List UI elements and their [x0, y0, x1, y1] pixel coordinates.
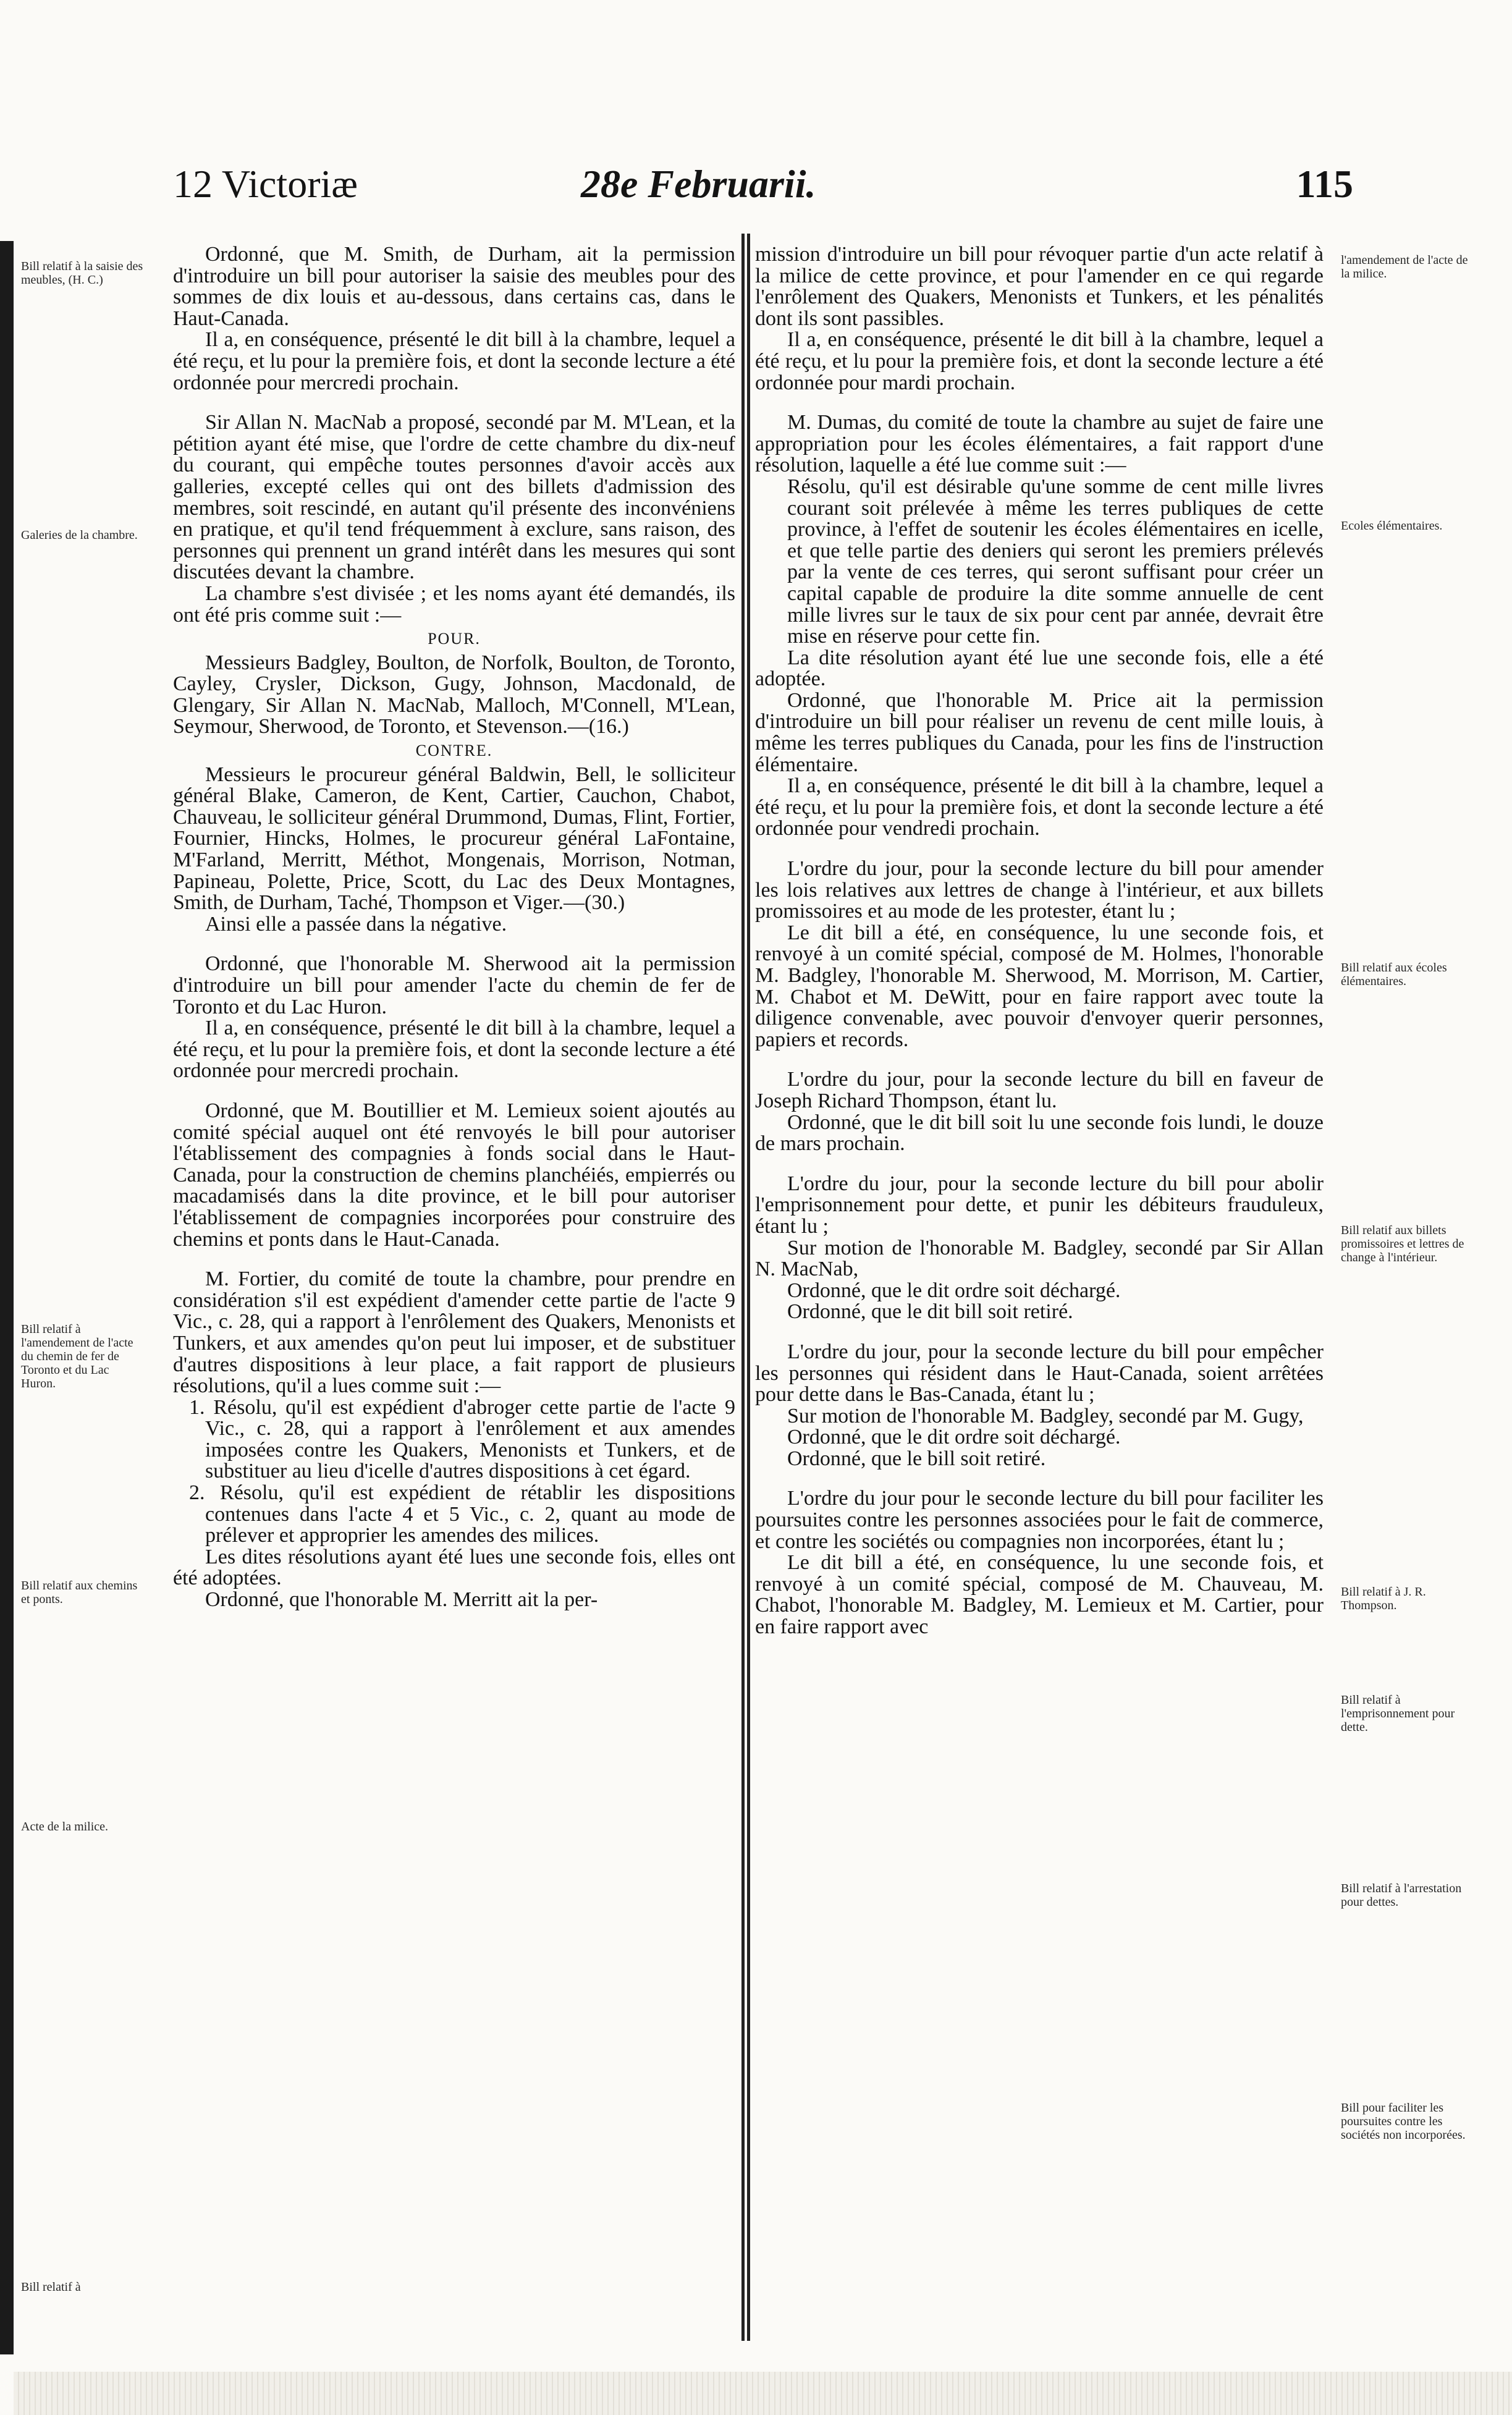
header-left: 12 Victoriæ: [173, 162, 358, 206]
resolution: 1. Résolu, qu'il est expédient d'abroger cette partie de l'acte 9 Vic., c. 28, qui a rapport à l'enrôlement et aux amendes imposées contre les Quakers, Menonists et Tunkers, et de substituer au lieu d'icelle d'autres dispositions à cet égard.: [189, 1395, 735, 1483]
paragraph: mission d'introduire un bill pour révoquer partie d'un acte relatif à la milice de cette province, et pour l'amender en ce qui regarde l'enrôlement des Quakers, Menonists et Tunkers, et les pénalités dont ils sont passibles.: [755, 243, 1324, 330]
paragraph: Ordonné, que M. Smith, de Durham, ait la permission d'introduire un bill pour autoriser la saisie des meubles pour des sommes de dix louis et au-dessous, dans certains cas, dans le Haut-Canada.: [173, 243, 735, 330]
vote-heading-contre: CONTRE.: [415, 742, 493, 760]
column-rule-2: [747, 234, 750, 2341]
paragraph: Ordonné, que le dit ordre soit déchargé.: [787, 1279, 1121, 1302]
margin-note: Bill relatif à la saisie des meubles, (H. C.): [21, 260, 143, 287]
resolution: 2. Résolu, qu'il est expédient de rétablir les dispositions contenues dans l'acte 4 et 5 Vic., c. 2, quant au mode de prélever et approprier les amendes des milices.: [189, 1481, 735, 1547]
paragraph: L'ordre du jour, pour la seconde lecture du bill pour abolir l'emprisonnement pour dette, et punir les débiteurs frauduleux, étant lu ;: [755, 1172, 1324, 1238]
paragraph: Ordonné, que le dit bill soit retiré.: [787, 1300, 1073, 1324]
paragraph: L'ordre du jour, pour la seconde lecture du bill pour empêcher les personnes qui résident dans le Haut-Canada, soient arrêtées pour dette dans le Bas-Canada, étant lu ;: [755, 1340, 1324, 1406]
paragraph: Il a, en conséquence, présenté le dit bill à la chambre, lequel a été reçu, et lu pour la première fois, et dont la seconde lecture a été ordonnée pour mercredi prochain.: [173, 1017, 736, 1083]
margin-note: Bill relatif à J. R. Thompson.: [1341, 1585, 1426, 1612]
paragraph: La chambre s'est divisée ; et les noms ayant été demandés, ils ont été pris comme suit :—: [173, 582, 735, 627]
margin-note: Galeries de la chambre.: [21, 528, 138, 542]
binding-edge: [0, 241, 14, 2354]
header-date: 28e Februarii.: [581, 162, 816, 206]
paragraph: Le dit bill a été, en conséquence, lu une seconde fois, et renvoyé à un comité spécial, composé de M. Holmes, l'honorable M. Badgley, l'honorable M. Sherwood, M. Morrison, M. Cartier, M. Chabot et M. DeWitt, pour en faire rapport avec toute la diligence convenable, avec pouvoir d'envoyer querir personnes, papiers et records.: [755, 921, 1324, 1051]
paragraph: L'ordre du jour pour le seconde lecture du bill pour faciliter les poursuites contre les personnes associées pour le fait de commerce, et contre les sociétés ou compagnies non incorporées, étant lu ;: [755, 1487, 1324, 1553]
paragraph: Ordonné, que M. Boutillier et M. Lemieux soient ajoutés au comité spécial auquel ont été renvoyés le bill pour autoriser l'établissement des compagnies à fonds social dans le Haut-Canada, pour la construction de chemins planchéiés, empierrés ou macadamisés dans la dite province, et le bill pour autoriser l'établissement de compagnies incorporées pour construire des chemins et ponts dans le Haut-Canada.: [173, 1099, 735, 1251]
margin-note: Bill pour faciliter les poursuites contre les sociétés non incorporées.: [1341, 2101, 1466, 2142]
margin-note: Bill relatif à l'amendement de l'acte du chemin de fer de Toronto et du Lac Huron.: [21, 1322, 133, 1390]
margin-note: Ecoles élémentaires.: [1341, 519, 1443, 533]
scan-noise-footer: [14, 2372, 1512, 2415]
paragraph: Sir Allan N. MacNab a proposé, secondé par M. M'Lean, et la pétition ayant été mise, que l'ordre de cette chambre du dix-neuf du courant, qui empêche toutes personnes d'avoir accès aux galleries, excepté celles qui ont des billets d'admission des membres, soit rescindé, en autant qu'il présente des inconvéniens en pratique, et qu'il tend fréquemment à exclure, sans raison, des personnes qui prennent un grand intérêt dans les mesures qui sont discutées devant la chambre.: [173, 411, 735, 584]
column-rule-1: [741, 234, 745, 2341]
margin-note: Bill relatif aux écoles élémentaires.: [1341, 961, 1447, 988]
page-header: [173, 159, 1353, 215]
paragraph: Ordonné, que le dit bill soit lu une seconde fois lundi, le douze de mars prochain.: [755, 1110, 1324, 1156]
margin-note: Bill relatif aux billets promissoires et lettres de change à l'intérieur.: [1341, 1224, 1464, 1264]
paragraph: M. Dumas, du comité de toute la chambre au sujet de faire une appropriation pour les écoles élémentaires, a fait rapport d'une résolution, laquelle a été lue comme suit :—: [755, 411, 1324, 477]
paragraph: Ordonné, que l'honorable M. Merritt ait la per-: [205, 1588, 598, 1612]
paragraph: Messieurs Badgley, Boulton, de Norfolk, Boulton, de Toronto, Cayley, Crysler, Dickson, Gugy, Johnson, Macdonald, de Glengary, Sir Allan N. MacNab, Malloch, M'Connell, M'Lean, Seymour, Sherwood, de Toronto, et Stevenson.—(16.): [173, 651, 735, 738]
left-column: [173, 244, 735, 1611]
paragraph: L'ordre du jour, pour la seconde lecture du bill en faveur de Joseph Richard Thompson, étant lu.: [755, 1068, 1324, 1112]
paragraph: Ordonné, que l'honorable M. Price ait la permission d'introduire un bill pour réaliser un revenu de cent mille louis, à même les terres publiques du Canada, pour les fins de l'instruction élémentaire.: [755, 688, 1324, 776]
paragraph: La dite résolution ayant été lue une seconde fois, elle a été adoptée.: [755, 646, 1324, 691]
paragraph: Ordonné, que l'honorable M. Sherwood ait la permission d'introduire un bill pour amender l'acte du chemin de fer de Toronto et du Lac Huron.: [173, 952, 735, 1018]
margin-note: Bill relatif aux chemins et ponts.: [21, 1579, 138, 1606]
paragraph: L'ordre du jour, pour la seconde lecture du bill pour amender les lois relatives aux lettres de change à l'intérieur, et aux billets promissoires et au mode de les protester, étant lu ;: [755, 857, 1324, 923]
vote-heading-pour: POUR.: [428, 630, 481, 648]
paragraph: Sur motion de l'honorable M. Badgley, secondé par Sir Allan N. MacNab,: [755, 1236, 1324, 1281]
resolution: Résolu, qu'il est désirable qu'une somme de cent mille livres courant soit prélevée à même les terres publiques de cette province, à l'effet de soutenir les écoles élémentaires en icelle, et que telle partie des deniers qui seront les premiers prélevés par la vente de ces terres, qui seront suffisant pour créer un capital capable de produire la dite somme annuelle de cent mille livres sur le taux de six pour cent par année, devrait être mise en réserve pour cette fin.: [787, 475, 1324, 648]
margin-note: Acte de la milice.: [21, 1820, 109, 1833]
margin-note: l'amendement de l'acte de la milice.: [1341, 253, 1468, 281]
margin-note: Bill relatif à l'arrestation pour dettes.: [1341, 1882, 1462, 1909]
paragraph: Ordonné, que le bill soit retiré.: [787, 1447, 1046, 1470]
paragraph: Il a, en conséquence, présenté le dit bill à la chambre, lequel a été reçu, et lu pour la première fois, et dont la seconde lecture a été ordonnée pour mardi prochain.: [755, 328, 1324, 394]
paragraph: Sur motion de l'honorable M. Badgley, secondé par M. Gugy,: [787, 1404, 1304, 1427]
right-column: [755, 244, 1324, 1638]
paragraph: Il a, en conséquence, présenté le dit bill à la chambre, lequel a été reçu, et lu pour la première fois, et dont la seconde lecture a été ordonnée pour vendredi prochain.: [755, 774, 1324, 840]
paragraph: Ainsi elle a passée dans la négative.: [205, 912, 507, 936]
paragraph: Messieurs le procureur général Baldwin, Bell, le solliciteur général Blake, Cameron, de Kent, Cartier, Cauchon, Chabot, Chauveau, le solliciteur général Drummond, Dumas, Flint, Fortier, Fournier, Hincks, Holmes, le procureur général LaFontaine, M'Farland, Merritt, Méthot, Mongenais, Morrison, Notman, Papineau, Polette, Price, Scott, du Lac des Deux Montagnes, Smith, de Durham, Taché, Thompson et Viger.—(30.): [173, 763, 735, 915]
paragraph: Les dites résolutions ayant été lues une seconde fois, elles ont été adoptées.: [173, 1545, 735, 1590]
margin-note: Bill relatif à l'emprisonnement pour dette.: [1341, 1693, 1455, 1734]
paragraph: Il a, en conséquence, présenté le dit bill à la chambre, lequel a été reçu, et lu pour la première fois, et dont la seconde lecture a été ordonnée pour mercredi prochain.: [173, 328, 736, 394]
paragraph: Le dit bill a été, en conséquence, lu une seconde fois, et renvoyé à un comité spécial, composé de M. Chauveau, M. Chabot, l'honorable M. Badgley, M. Lemieux et M. Cartier, pour en faire rapport avec: [755, 1551, 1324, 1639]
page-number: 115: [1296, 162, 1353, 206]
paragraph: Ordonné, que le dit ordre soit déchargé.: [787, 1426, 1121, 1449]
paragraph: M. Fortier, du comité de toute la chambre, pour prendre en considération s'il est expédient d'amender cette partie de l'acte 9 Vic., c. 28, qui a rapport à l'enrôlement des Quakers, Menonists et Tunkers, et aux amendes qu'on peut lui imposer, et de substituer d'autres dispositions à leur place, a fait rapport de plusieurs résolutions, qu'il a lues comme suit :—: [173, 1267, 735, 1398]
margin-note: Bill relatif à: [21, 2280, 81, 2294]
